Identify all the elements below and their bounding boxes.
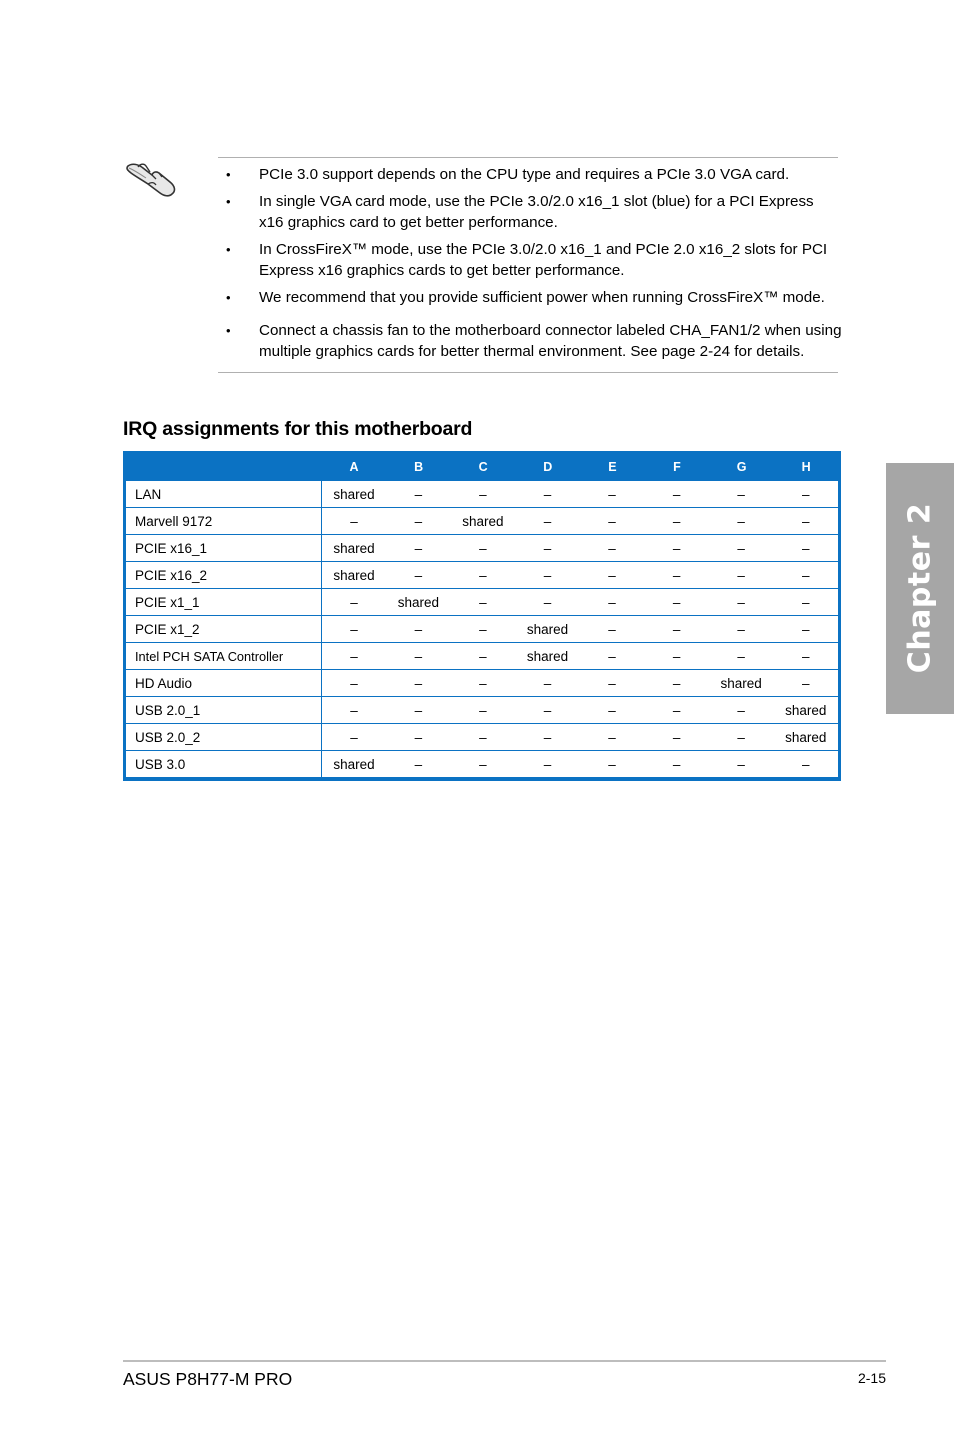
- irq-value-cell: shared: [322, 535, 387, 562]
- irq-value-cell: –: [451, 535, 516, 562]
- irq-table-body: [126, 481, 838, 777]
- irq-value-cell: –: [608, 756, 616, 772]
- irq-value-cell: –: [580, 643, 645, 670]
- irq-column-header: A: [349, 460, 359, 474]
- irq-column-header: C: [478, 460, 488, 474]
- irq-value-cell: –: [644, 481, 709, 508]
- irq-value-cell: –: [451, 670, 516, 697]
- note-text: Connect a chassis fan to the motherboard connector labeled CHA_FAN1/2 when using multiple graphics cards for better thermal environment. See page 2-24 for details.: [259, 322, 842, 360]
- irq-value-cell: –: [801, 756, 810, 772]
- irq-value-cell: –: [773, 643, 838, 670]
- bullet: •: [226, 194, 231, 209]
- irq-value-cell: –: [322, 724, 387, 751]
- footer-page-number: 2-15: [857, 1370, 886, 1386]
- irq-value-cell: –: [515, 508, 580, 535]
- irq-value-cell: shared: [386, 589, 451, 616]
- irq-value-cell: –: [414, 756, 423, 772]
- irq-value-cell: –: [451, 616, 516, 643]
- irq-value-cell: –: [773, 535, 838, 562]
- irq-value-cell: –: [515, 535, 580, 562]
- irq-value-cell: –: [386, 562, 451, 589]
- irq-value-cell: –: [644, 724, 709, 751]
- irq-value-cell: shared: [515, 643, 580, 670]
- note-text: In CrossFireX™ mode, use the PCIe 3.0/2.0 x16_1 and PCIe 2.0 x16_2 slots for PCI Express x16 graphics cards to get better performance.: [259, 241, 828, 279]
- irq-value-cell: –: [644, 643, 709, 670]
- irq-value-cell: –: [773, 562, 838, 589]
- irq-device-cell: USB 3.0: [126, 751, 322, 778]
- irq-value-cell: shared: [773, 697, 838, 724]
- irq-column-header: G: [736, 460, 747, 474]
- bullet: •: [226, 167, 231, 182]
- irq-value-cell: –: [709, 616, 774, 643]
- irq-value-cell: shared: [322, 481, 387, 508]
- note-bottom-rule: [218, 372, 838, 373]
- irq-value-cell: –: [644, 697, 709, 724]
- irq-value-cell: –: [709, 643, 774, 670]
- irq-value-cell: shared: [451, 508, 516, 535]
- irq-value-cell: –: [322, 670, 387, 697]
- note-top-rule: [218, 157, 838, 158]
- irq-device-cell: HD Audio: [126, 670, 322, 697]
- table-row: [126, 697, 838, 724]
- table-row: [126, 535, 838, 562]
- irq-value-cell: –: [386, 697, 451, 724]
- table-row: [126, 508, 838, 535]
- irq-value-cell: –: [386, 643, 451, 670]
- irq-column-header: B: [414, 460, 424, 474]
- note-text: In single VGA card mode, use the PCIe 3.0/2.0 x16_1 slot (blue) for a PCI Express x16 graphics card to get better performance.: [259, 193, 814, 231]
- note-hand-icon: [126, 158, 178, 198]
- irq-value-cell: shared: [709, 670, 774, 697]
- irq-value-cell: –: [386, 670, 451, 697]
- irq-value-cell: shared: [333, 756, 375, 772]
- irq-value-cell: –: [773, 508, 838, 535]
- note-item: [218, 287, 842, 308]
- irq-value-cell: –: [709, 535, 774, 562]
- irq-value-cell: –: [386, 616, 451, 643]
- irq-value-cell: –: [322, 643, 387, 670]
- irq-value-cell: –: [543, 756, 552, 772]
- irq-value-cell: –: [322, 589, 387, 616]
- irq-device-cell: PCIE x16_2: [126, 562, 322, 589]
- table-row: [126, 670, 838, 697]
- note-item: [218, 191, 842, 233]
- table-row: [126, 616, 838, 643]
- irq-value-cell: –: [709, 508, 774, 535]
- irq-value-cell: –: [451, 697, 516, 724]
- irq-value-cell: –: [580, 562, 645, 589]
- footer-product-name: ASUS P8H77-M PRO: [123, 1369, 293, 1389]
- irq-value-cell: –: [580, 697, 645, 724]
- table-row: [126, 643, 838, 670]
- irq-column-header: E: [608, 460, 617, 474]
- irq-value-cell: shared: [773, 724, 838, 751]
- irq-table: [123, 451, 841, 781]
- table-row: [126, 724, 838, 751]
- irq-value-cell: –: [773, 589, 838, 616]
- irq-device-cell: LAN: [126, 481, 322, 508]
- note-item: [218, 320, 842, 362]
- irq-column-header: H: [801, 460, 811, 474]
- irq-value-cell: –: [672, 756, 681, 772]
- irq-value-cell: –: [451, 562, 516, 589]
- irq-value-cell: –: [515, 670, 580, 697]
- irq-column-header: F: [673, 460, 681, 474]
- irq-value-cell: –: [709, 562, 774, 589]
- irq-value-cell: shared: [515, 616, 580, 643]
- note-text: We recommend that you provide sufficient power when running CrossFireX™ mode.: [259, 289, 825, 306]
- irq-value-cell: –: [580, 535, 645, 562]
- footer-rule: [123, 1360, 886, 1362]
- irq-value-cell: –: [580, 481, 645, 508]
- irq-value-cell: –: [580, 724, 645, 751]
- irq-value-cell: –: [386, 508, 451, 535]
- bullet: •: [226, 290, 231, 305]
- table-row: [126, 562, 838, 589]
- irq-device-cell: Marvell 9172: [126, 508, 322, 535]
- irq-value-cell: –: [644, 508, 709, 535]
- table-row: [126, 481, 838, 508]
- note-list: [218, 164, 842, 362]
- irq-value-cell: –: [580, 508, 645, 535]
- section-title: IRQ assignments for this motherboard: [123, 418, 473, 440]
- irq-device-cell: USB 2.0_2: [126, 724, 322, 751]
- irq-value-cell: –: [386, 724, 451, 751]
- note-text: PCIe 3.0 support depends on the CPU type and requires a PCIe 3.0 VGA card.: [259, 166, 790, 183]
- irq-column-header: D: [543, 460, 553, 474]
- irq-value-cell: –: [322, 616, 387, 643]
- irq-value-cell: –: [709, 724, 774, 751]
- irq-value-cell: –: [451, 724, 516, 751]
- irq-value-cell: –: [580, 670, 645, 697]
- irq-device-cell: USB 2.0_1: [126, 697, 322, 724]
- irq-device-cell: PCIE x16_1: [126, 535, 322, 562]
- irq-value-cell: –: [322, 508, 387, 535]
- irq-value-cell: –: [515, 589, 580, 616]
- irq-value-cell: –: [479, 756, 487, 772]
- irq-value-cell: –: [644, 589, 709, 616]
- irq-value-cell: –: [515, 481, 580, 508]
- irq-value-cell: –: [773, 670, 838, 697]
- table-row: [126, 751, 838, 778]
- irq-value-cell: –: [515, 724, 580, 751]
- irq-value-cell: –: [451, 481, 516, 508]
- irq-value-cell: –: [773, 481, 838, 508]
- chapter-tab-label: Chapter 2: [902, 502, 938, 674]
- table-row: [126, 589, 838, 616]
- bullet: •: [226, 323, 231, 338]
- irq-value-cell: –: [709, 697, 774, 724]
- note-item: [218, 164, 842, 185]
- irq-value-cell: –: [451, 643, 516, 670]
- irq-value-cell: –: [709, 481, 774, 508]
- irq-value-cell: –: [515, 562, 580, 589]
- irq-value-cell: –: [386, 481, 451, 508]
- irq-value-cell: –: [322, 697, 387, 724]
- irq-value-cell: –: [644, 535, 709, 562]
- irq-value-cell: –: [709, 589, 774, 616]
- note-item: [218, 239, 842, 281]
- irq-value-cell: –: [644, 616, 709, 643]
- irq-device-cell: PCIE x1_1: [126, 589, 322, 616]
- irq-value-cell: –: [451, 589, 516, 616]
- irq-value-cell: shared: [322, 562, 387, 589]
- irq-value-cell: –: [580, 589, 645, 616]
- irq-value-cell: –: [580, 616, 645, 643]
- chapter-tab: [886, 463, 954, 714]
- irq-value-cell: –: [737, 756, 745, 772]
- irq-value-cell: –: [386, 535, 451, 562]
- bullet: •: [226, 242, 231, 257]
- irq-device-cell: PCIE x1_2: [126, 616, 322, 643]
- irq-value-cell: –: [515, 697, 580, 724]
- irq-device-cell: Intel PCH SATA Controller: [126, 643, 322, 670]
- irq-table-header: [123, 451, 841, 481]
- irq-value-cell: –: [644, 562, 709, 589]
- irq-value-cell: –: [644, 670, 709, 697]
- irq-value-cell: –: [773, 616, 838, 643]
